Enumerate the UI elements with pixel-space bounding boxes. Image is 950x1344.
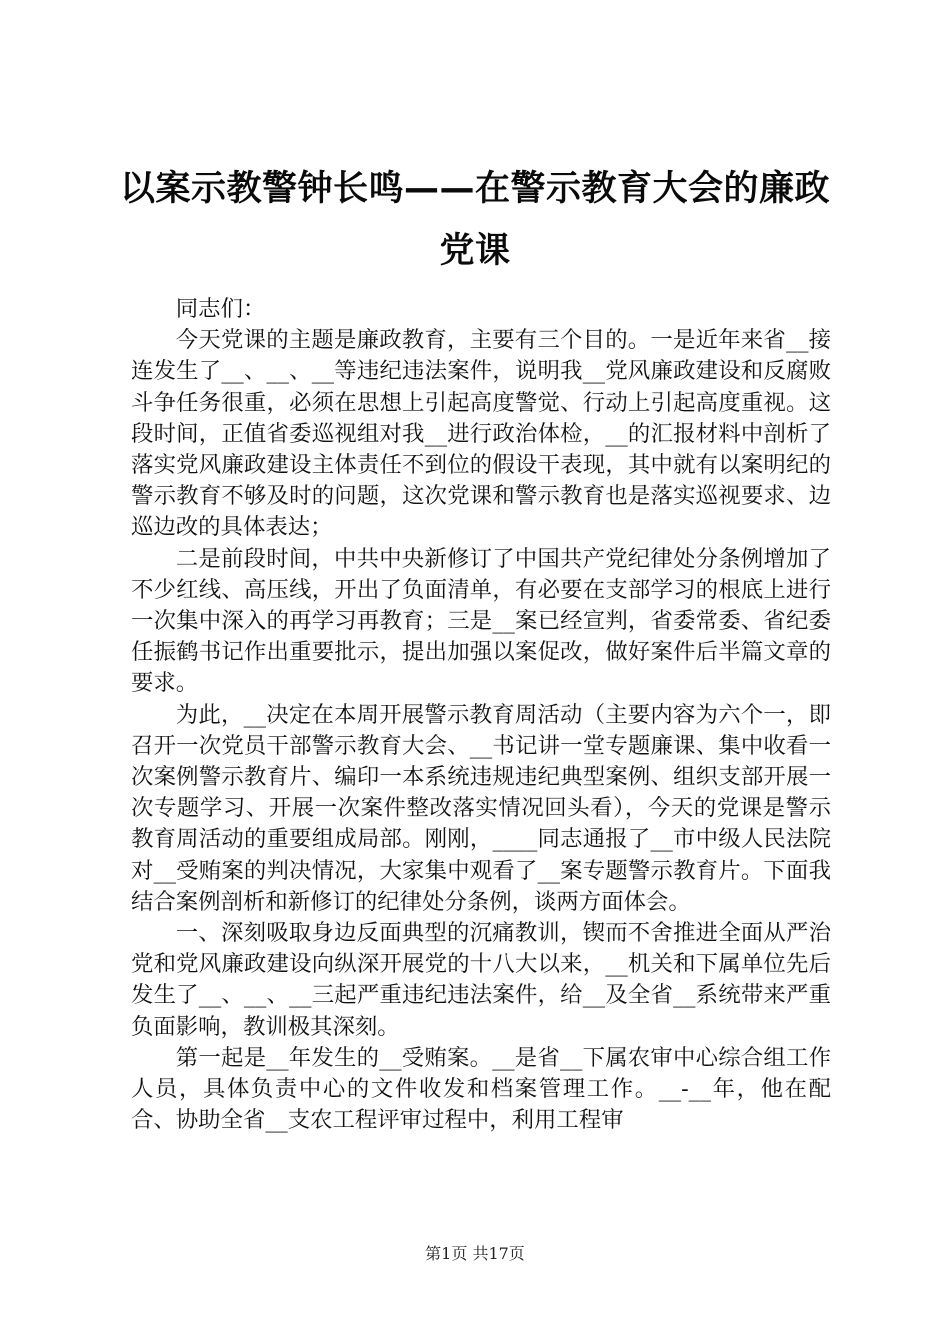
document-body	[131, 294, 831, 1136]
paragraph-5: 第一起是__年发生的__受贿案。__是省__下属农审中心综合组工作人员，具体负责中心的文件收发和档案管理工作。__-__年，他在配合、协助全省__支农工程评审过程中，利用工程审	[131, 1044, 831, 1134]
paragraph-1: 今天党课的主题是廉政教育，主要有三个目的。一是近年来省__接连发生了__、__、__等违纪违法案件，说明我__党风廉政建设和反腐败斗争任务很重，必须在思想上引起高度警觉、行动上引起高度重视。这段时间，正值省委巡视组对我__进行政治体检，__的汇报材料中剖析了落实党风廉政建设主体责任不到位的假设干表现，其中就有以案明纪的警示教育不够及时的问题，这次党课和警示教育也是落实巡视要求、边巡边改的具体表达；	[131, 327, 831, 541]
page-number-footer: 第1页 共17页	[425, 1244, 525, 1263]
paragraph-salutation: 同志们：	[175, 296, 266, 322]
paragraph-4: 一、深刻吸取身边反面典型的沉痛教训，锲而不舍推进全面从严治党和党风廉政建设向纵深开展党的十八大以来，__机关和下属单位先后发生了__、__、__三起严重违纪违法案件，给__及全省__系统带来严重负面影响，教训极其深刻。	[131, 920, 831, 1040]
paragraph-3: 为此，__决定在本周开展警示教育周活动（主要内容为六个一，即召开一次党员干部警示教育大会、__书记讲一堂专题廉课、集中收看一次案例警示教育片、编印一本系统违规违纪典型案例、组织支部开展一次专题学习、开展一次案件整改落实情况回头看），今天的党课是警示教育周活动的重要组成局部。刚刚，____同志通报了__市中级人民法院对__受贿案的判决情况，大家集中观看了__案专题警示教育片。下面我结合案例剖析和新修订的纪律处分条例，谈两方面体会。	[131, 701, 831, 915]
document-title: 以案示教警钟长鸣——在警示教育大会的廉政党课	[119, 169, 830, 271]
paragraph-2: 二是前段时间，中共中央新修订了中国共产党纪律处分条例增加了不少红线、高压线，开出了负面清单，有必要在支部学习的根底上进行一次集中深入的再学习再教育；三是__案已经宣判，省委常委、省纪委任振鹤书记作出重要批示，提出加强以案促改，做好案件后半篇文章的要求。	[131, 545, 831, 697]
